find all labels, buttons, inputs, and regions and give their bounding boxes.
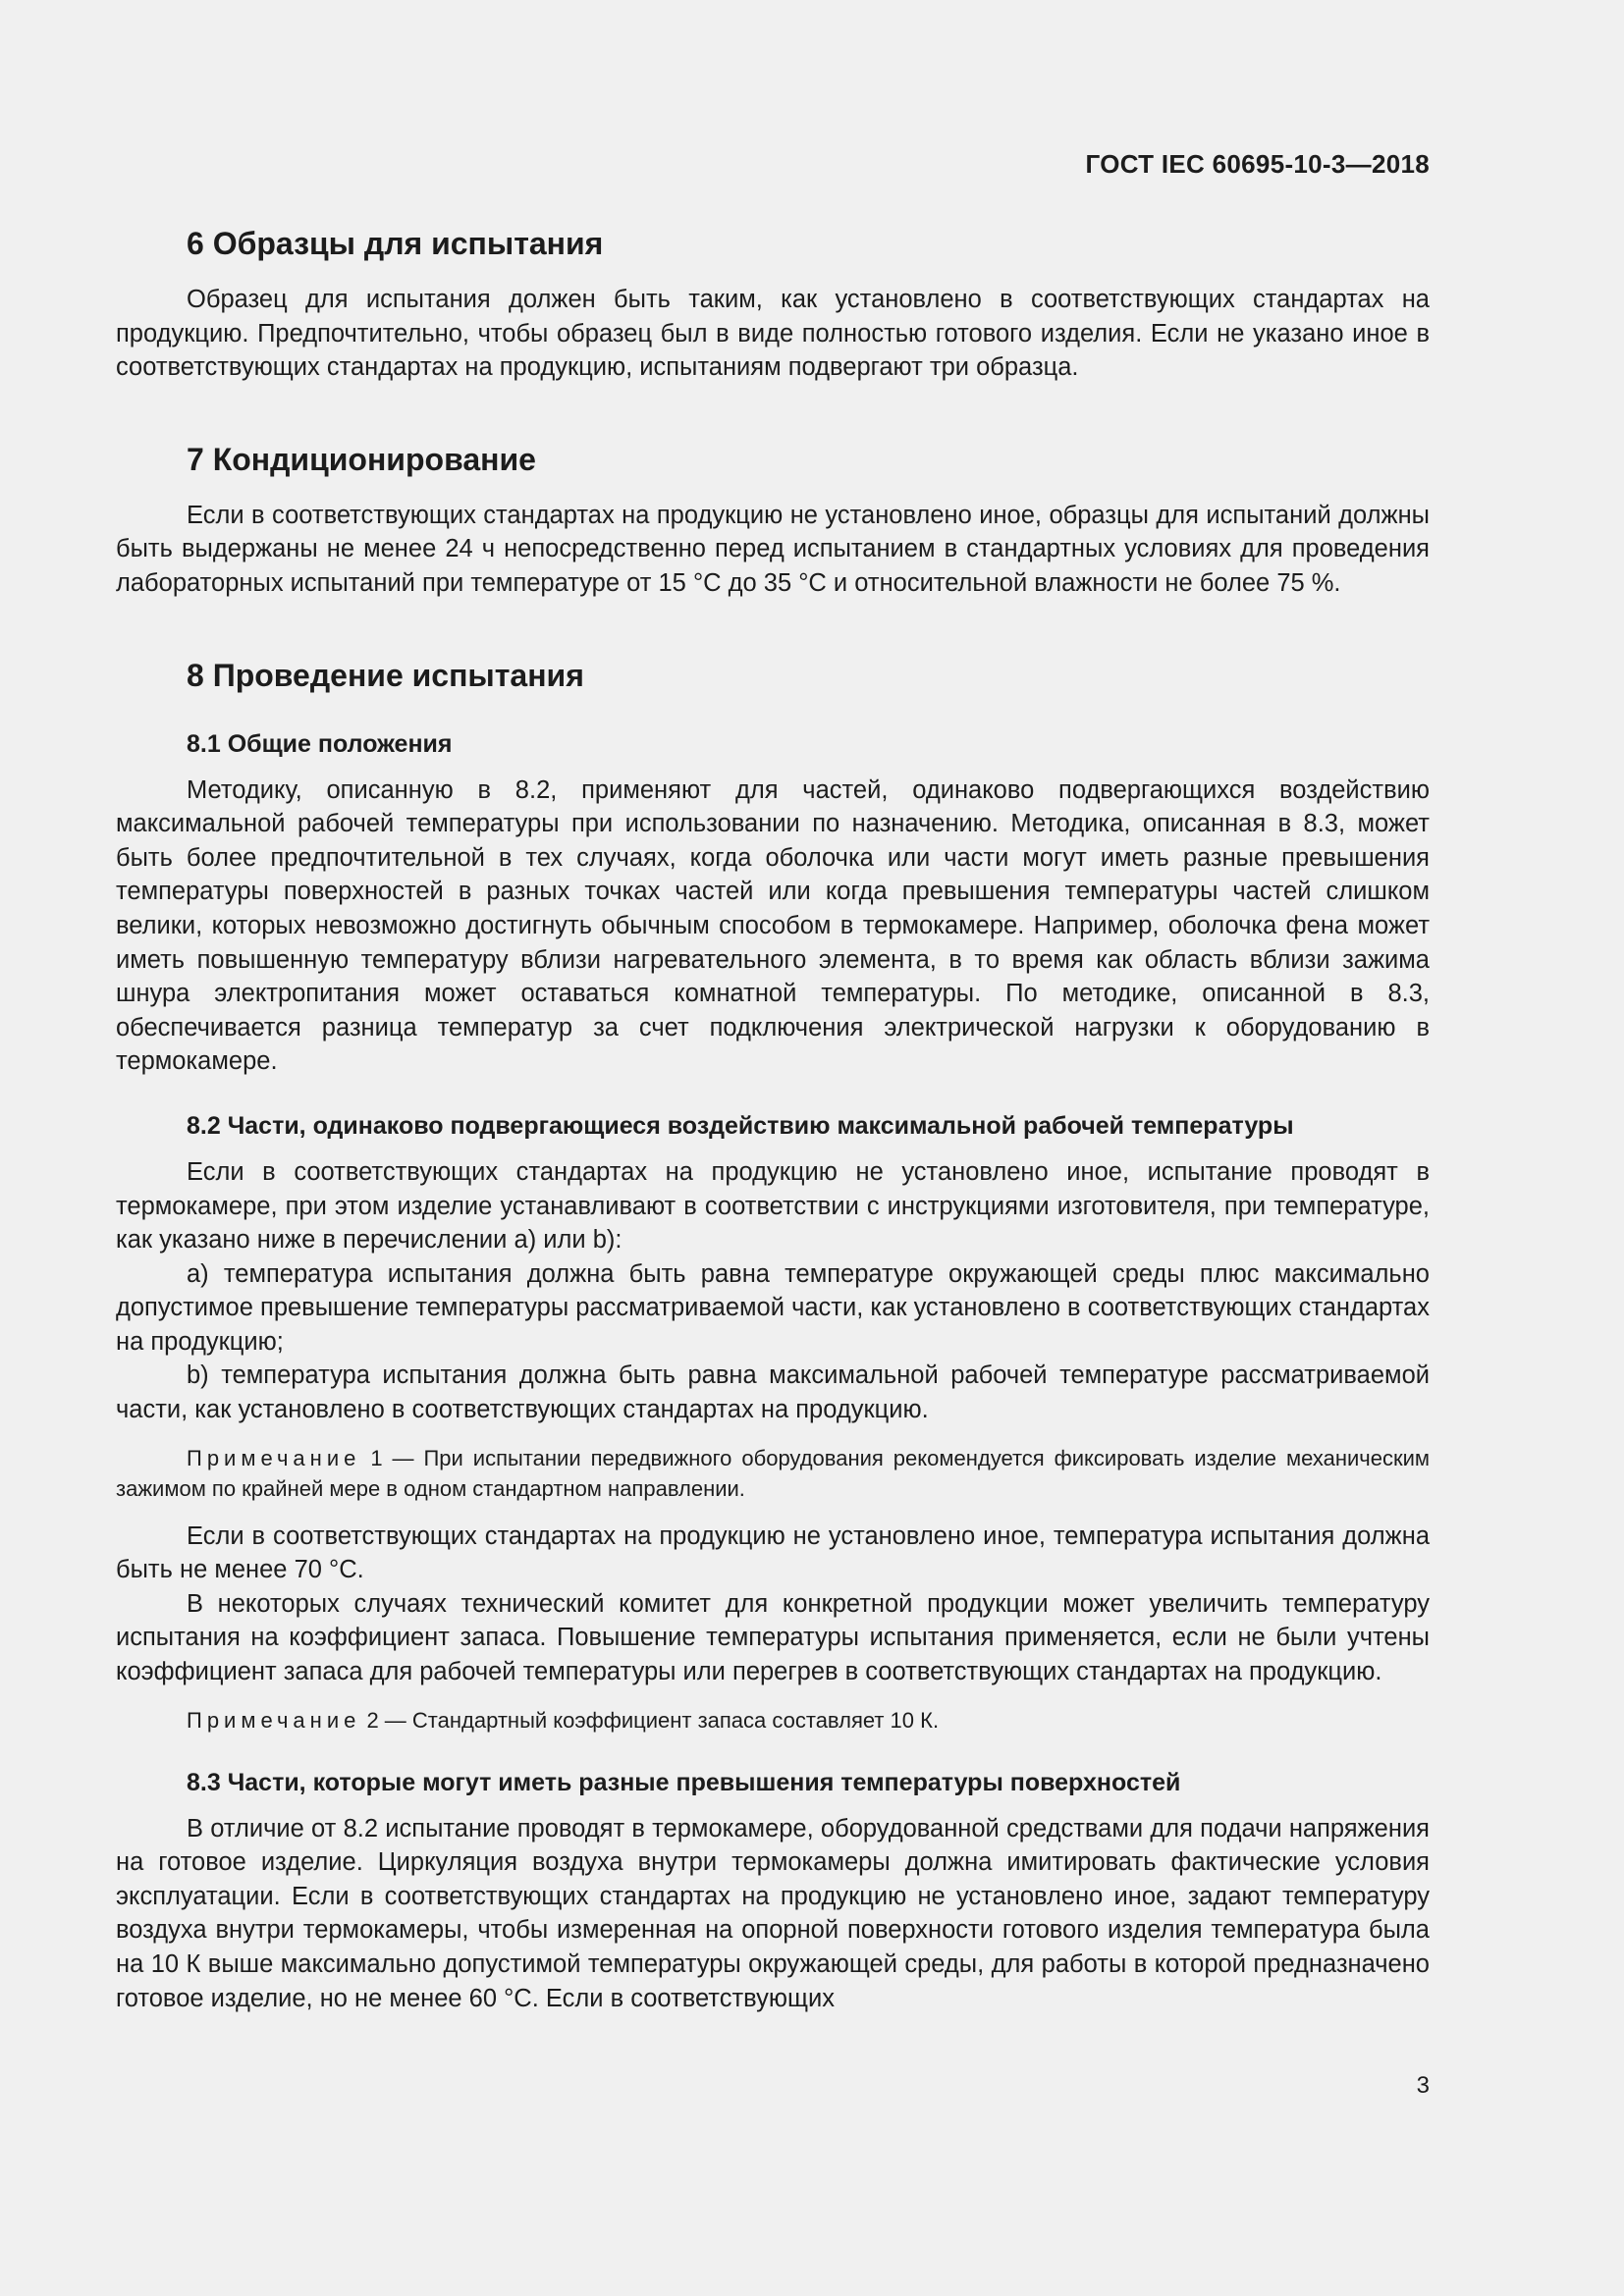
section-8-3-heading: 8.3 Части, которые могут иметь разные превышения температуры поверхностей — [187, 1768, 1181, 1796]
list-item-a: а) температура испытания должна быть равна температуре окружающей среды плюс максимально допустимое превышение температуры рассматриваемой части, как установлено в соответствующих стандартах на продукцию; — [116, 1259, 1430, 1356]
document-body — [116, 222, 1430, 2015]
note-2-text: 2 — Стандартный коэффициент запаса составляет 10 К. — [360, 1707, 940, 1733]
note-1-label: Примечание — [187, 1445, 361, 1470]
section-8-2-heading: 8.2 Части, одинаково подвергающиеся воздействию максимальной рабочей температуры — [187, 1111, 1294, 1140]
section-8-1-heading: 8.1 Общие положения — [187, 729, 453, 758]
section-7-paragraph: Если в соответствующих стандартах на продукцию не установлено иное, образцы для испытаний должны быть выдержаны не менее 24 ч непосредственно перед испытанием в стандартных условиях для проведения лабораторных испытаний при температуре от 15 °С до 35 °С и относительной влажности не более 75 %. — [116, 501, 1430, 597]
list-item-b: b) температура испытания должна быть равна максимальной рабочей температуре рассматриваемой части, как установлено в соответствующих стандартах на продукцию. — [116, 1362, 1430, 1424]
section-6-heading: 6 Образцы для испытания — [187, 226, 604, 261]
section-8-2-paragraph-2: Если в соответствующих стандартах на продукцию не установлено иное, температура испытания должна быть не менее 70 °С. — [116, 1522, 1430, 1584]
section-8-3-paragraph: В отличие от 8.2 испытание проводят в термокамере, оборудованной средствами для подачи напряжения на готовое изделие. Циркуляция воздуха внутри термокамеры должна имитировать фактические условия эксплуатации. Если в соответствующих стандартах на продукцию не установлено иное, задают температуру воздуха внутри термокамеры, чтобы измеренная на опорной поверхности готового изделия температура была на 10 К выше максимально допустимой температуры окружающей среды, для работы в которой предназначено готовое изделие, но не менее 60 °С. Если в соответствующих — [116, 1814, 1430, 2012]
section-8-heading: 8 Проведение испытания — [187, 657, 584, 693]
section-8-2-paragraph-3: В некоторых случаях технический комитет для конкретной продукции может увеличить температуру испытания на коэффициент запаса. Повышение температуры испытания применяется, если не были учтены коэффициент запаса для рабочей температуры или перегрев в соответствующих стандартах на продукцию. — [116, 1589, 1430, 1686]
section-8-2-paragraph-1: Если в соответствующих стандартах на продукцию не установлено иное, испытание проводят в термокамере, при этом изделие устанавливают в соответствии с инструкциями изготовителя, при температуре, как указано ниже в перечислении а) или b): — [116, 1157, 1430, 1255]
note-1 — [116, 1443, 1430, 1504]
note-1-text: 1 — При испытании передвижного оборудования рекомендуется фиксировать изделие механическим зажимом по крайней мере в одном стандартном направлении. — [116, 1445, 1430, 1501]
document-code-header: ГОСТ IEC 60695-10-3—2018 — [1085, 149, 1430, 179]
document-page — [116, 0, 1430, 2296]
note-2-label: Примечание — [187, 1707, 361, 1733]
note-2 — [116, 1705, 1430, 1735]
page-number: 3 — [1416, 2072, 1430, 2099]
section-8-1-paragraph: Методику, описанную в 8.2, применяют для частей, одинаково подвергающихся воздействию максимальной рабочей температуры при использовании по назначению. Методика, описанная в 8.3, может быть более предпочтительной в тех случаях, когда оболочка или части могут иметь разные превышения температуры поверхностей в разных точках частей или когда превышения температуры частей слишком велики, которых невозможно достигнуть обычным способом в термокамере. Например, оболочка фена может иметь повышенную температуру вблизи нагревательного элемента, в то время как область вблизи зажима шнура электропитания может оставаться комнатной температуры. По методике, описанной в 8.3, обеспечивается разница температур за счет подключения электрической нагрузки к оборудованию в термокамере. — [116, 775, 1430, 1076]
section-6-paragraph: Образец для испытания должен быть таким, как установлено в соответствующих стандартах на продукцию. Предпочтительно, чтобы образец был в виде полностью готового изделия. Если не указано иное в соответствующих стандартах на продукцию, испытаниям подвергают три образца. — [116, 286, 1430, 382]
section-7-heading: 7 Кондиционирование — [187, 441, 536, 477]
